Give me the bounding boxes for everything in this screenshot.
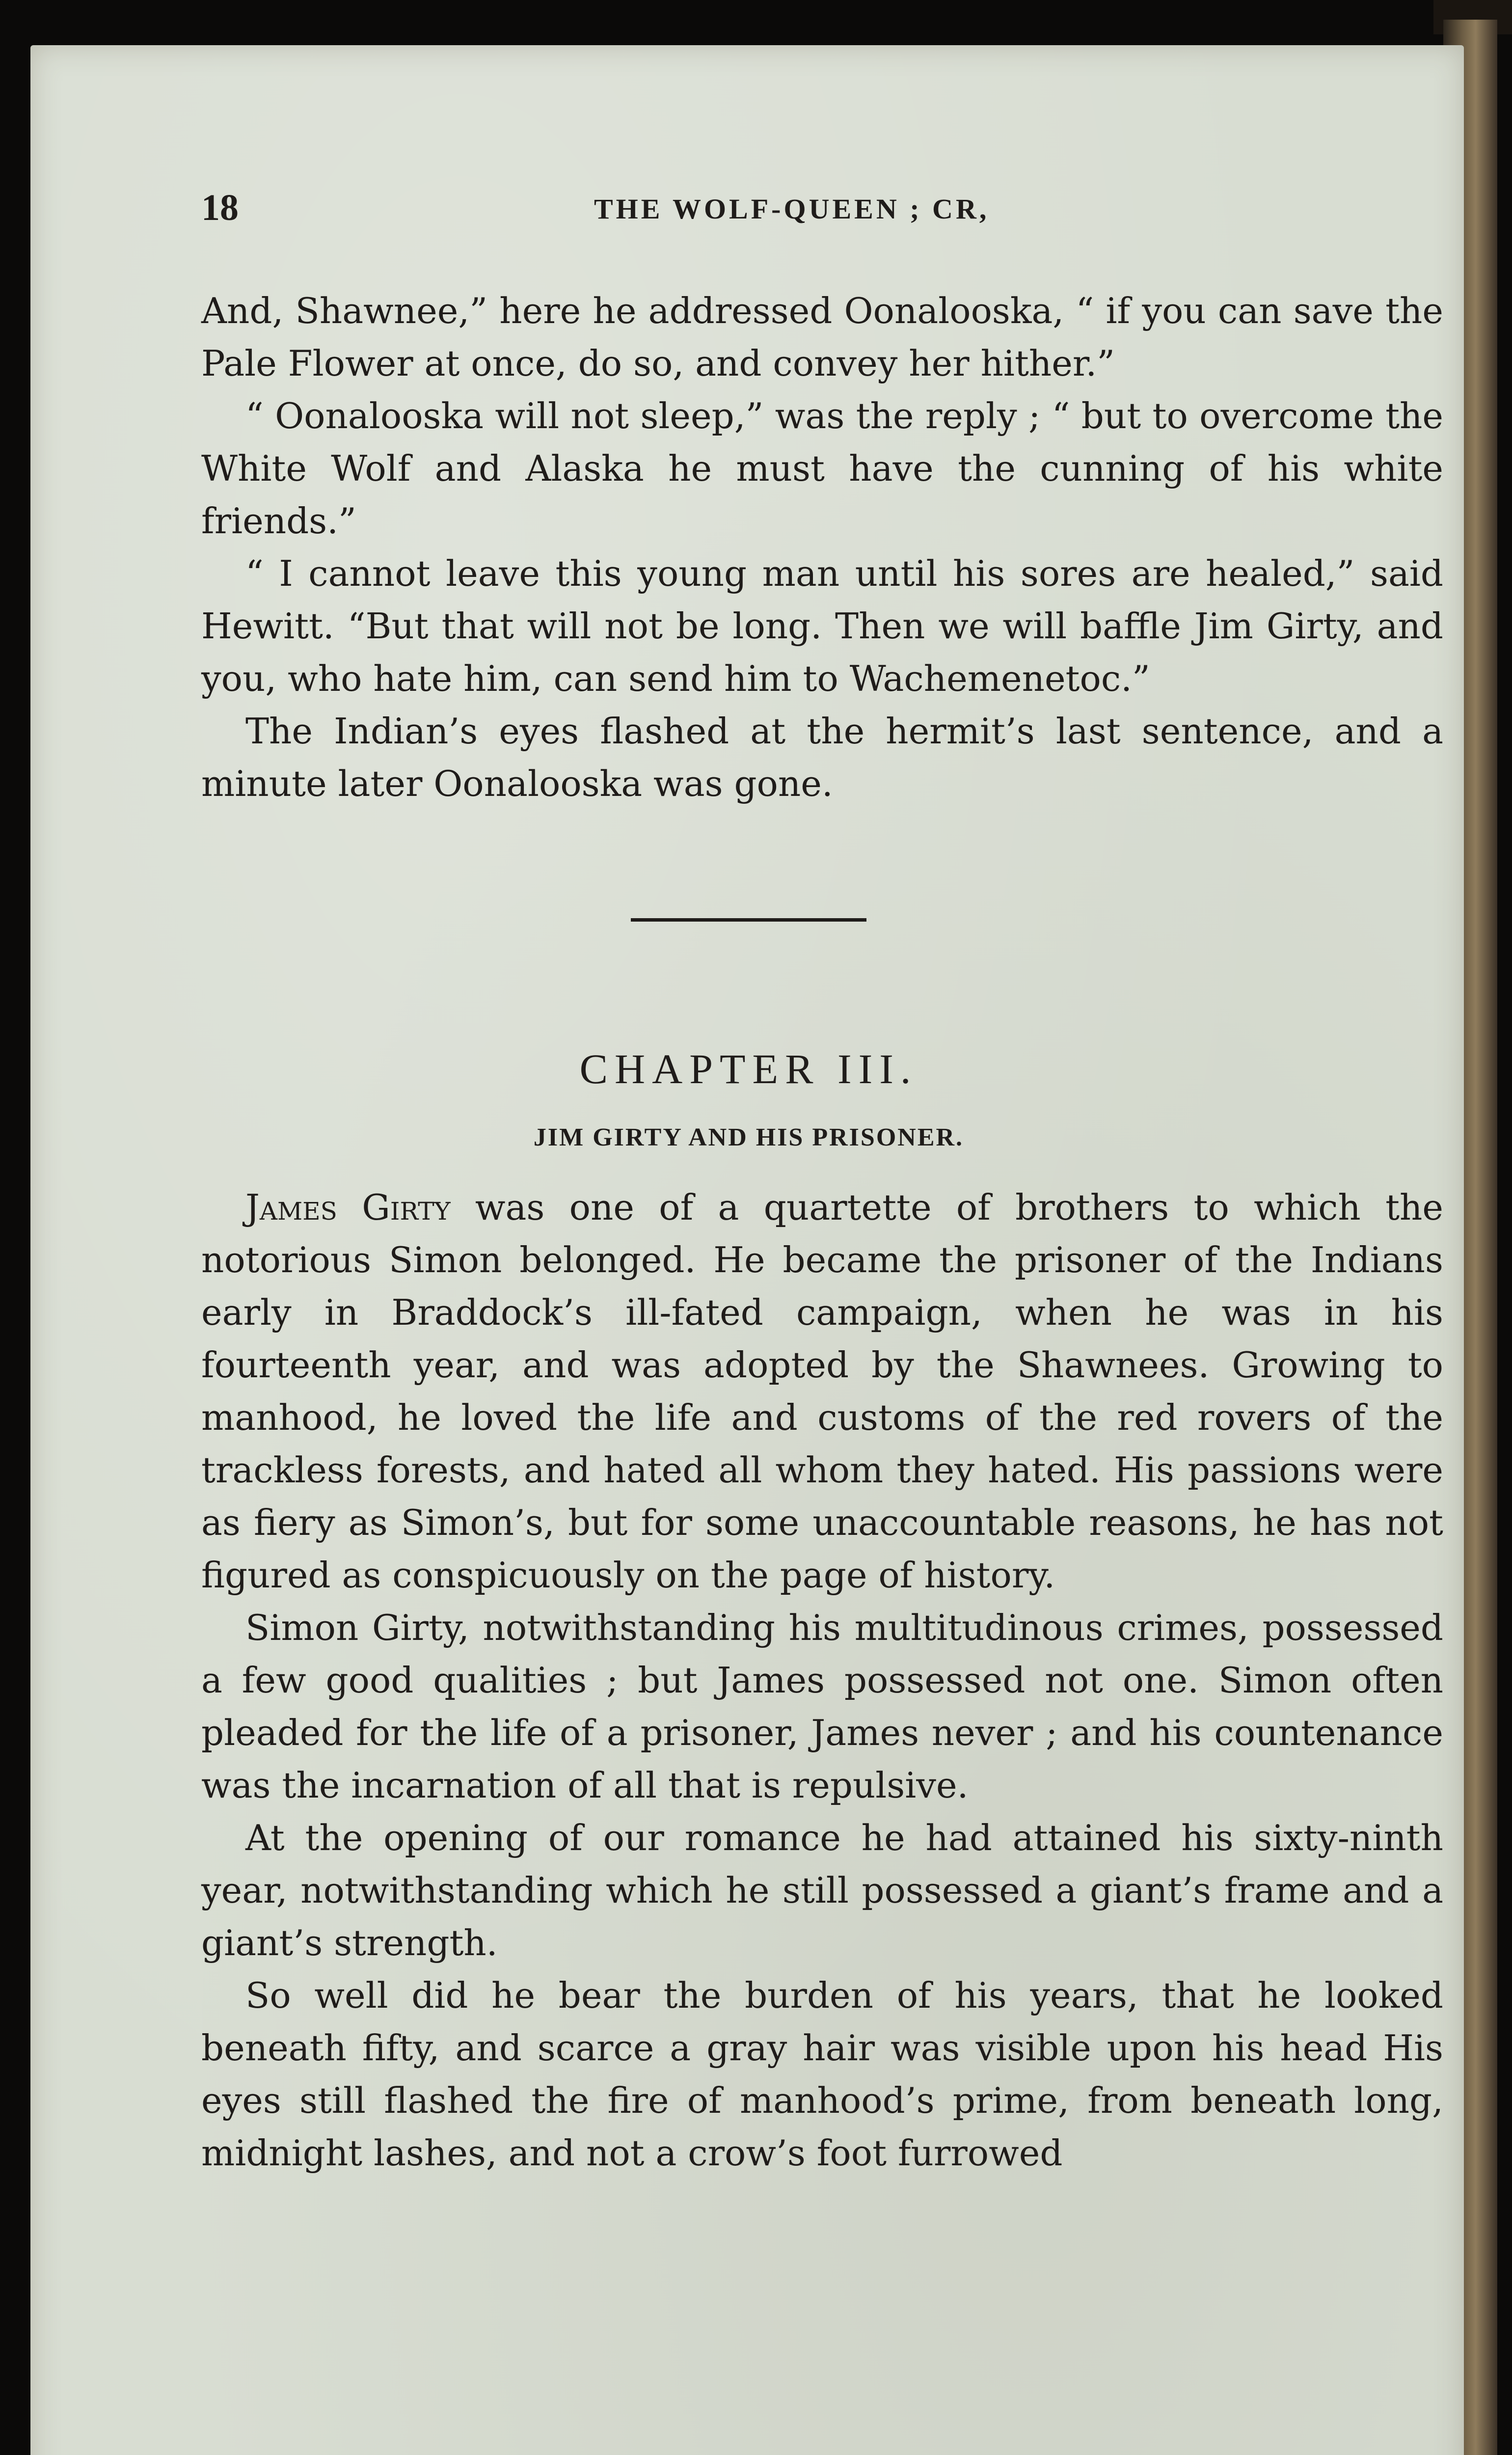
running-title: THE WOLF-QUEEN ; CR, [594,193,990,225]
paragraph: The Indian’s eyes flashed at the hermit’s last sentence, and a minute later Oonalooska was gone. [201,710,1443,804]
page-number: 18 [201,187,239,228]
paragraph: Simon Girty, notwithstanding his multitudinous crimes, possessed a few good qualities ; but James possessed not one. Simon often pleaded for the life of a prisoner, James never ; and his countenance was the incarnation of all that is repulsive. [201,1607,1443,1806]
paragraph-text: was one of a quartette of brothers to which the notorious Simon belonged. He became the prisoner of the Indians early in Braddock’s ill-fated campaign, when he was in his fourteenth year, and was adopted by the Shawnees. Growing to manhood, he loved the life and customs of the red rovers of the trackless forests, and hated all whom they hated. His passions were as fiery as Simon’s, but for some unaccountable reasons, he has not figured as conspicuously on the page of history. [201,1187,1443,1596]
paragraph: At the opening of our romance he had attained his sixty-ninth year, notwithstanding which he still possessed a giant’s frame and a giant’s strength. [201,1817,1443,1964]
page-text [201,187,1443,2180]
paragraph: And, Shawnee,” here he addressed Oonalooska, “ if you can save the Pale Flower at once, do so, and convey her hither.” [201,290,1443,384]
running-head [201,187,1443,231]
paragraph: So well did he bear the burden of his years, that he looked beneath fifty, and scarce a gray hair was visible upon his head His eyes still flashed the fire of manhood’s prime, from beneath long, midnight lashes, and not a crow’s foot furrowed [201,1975,1443,2174]
chapter-title: CHAPTER III. [579,1045,918,1092]
chapter-subtitle: JIM GIRTY AND HIS PRISONER. [533,1123,964,1151]
chapter-lead-name: James Girty [245,1187,451,1228]
paragraph: “ Oonalooska will not sleep,” was the reply ; “ but to overcome the White Wolf and Alaska he must have the cunning of his white friends.” [201,395,1443,542]
paragraph: “ I cannot leave this young man until his sores are healed,” said Hewitt. “But that will not be long. Then we will baffle Jim Girty, and you, who hate him, can send him to Wachemenetoc.” [201,553,1443,699]
paragraph [201,1181,1443,1602]
section-divider [631,918,866,922]
